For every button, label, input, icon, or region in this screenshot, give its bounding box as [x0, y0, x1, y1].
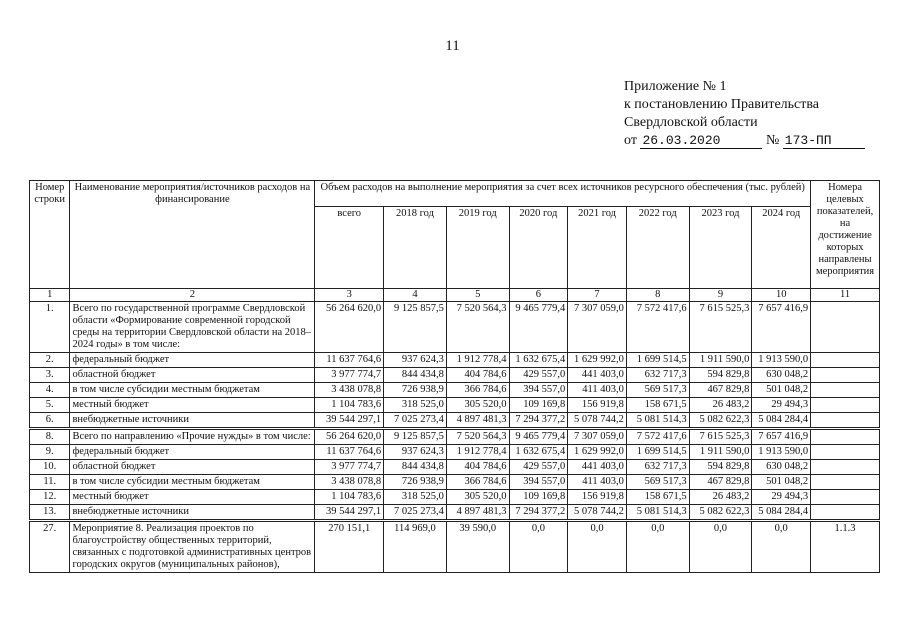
row-value: 429 557,0: [509, 368, 568, 383]
row-name: местный бюджет: [70, 398, 315, 413]
row-indicator: [811, 490, 880, 505]
table-row: [30, 368, 880, 383]
row-value: 394 557,0: [509, 383, 568, 398]
row-value: 4 897 481,3: [446, 413, 509, 429]
row-value: 844 434,8: [384, 460, 447, 475]
row-value: 7 520 564,3: [446, 429, 509, 445]
row-indicator: [811, 368, 880, 383]
row-value: 39 544 297,1: [315, 505, 384, 521]
row-value: 411 403,0: [568, 383, 627, 398]
resolution-number: 173-ПП: [783, 133, 865, 149]
row-number: 3.: [30, 368, 70, 383]
table-body: [30, 302, 880, 573]
row-value: 1 911 590,0: [689, 445, 752, 460]
appendix-resolution: к постановлению Правительства: [624, 97, 820, 112]
row-value: 0,0: [752, 521, 811, 573]
row-value: 441 403,0: [568, 368, 627, 383]
header-year: 2019 год: [446, 207, 509, 289]
funding-table: [29, 180, 880, 573]
row-indicator: [811, 302, 880, 353]
table-row: [30, 521, 880, 573]
column-index: 2: [70, 289, 315, 302]
row-value: 1 629 992,0: [568, 445, 627, 460]
row-value: 29 494,3: [752, 398, 811, 413]
table-row: [30, 398, 880, 413]
row-value: 1 632 675,4: [509, 353, 568, 368]
row-value: 1 911 590,0: [689, 353, 752, 368]
row-value: 1 913 590,0: [752, 353, 811, 368]
row-value: 0,0: [509, 521, 568, 573]
row-name: внебюджетные источники: [70, 505, 315, 521]
row-value: 7 657 416,9: [752, 302, 811, 353]
header-year: 2022 год: [626, 207, 689, 289]
row-value: 9 465 779,4: [509, 302, 568, 353]
header-row-number: Номер строки: [30, 181, 70, 289]
row-indicator: [811, 413, 880, 429]
row-value: 1 912 778,4: [446, 445, 509, 460]
row-name: федеральный бюджет: [70, 353, 315, 368]
column-index: 7: [568, 289, 627, 302]
row-value: 632 717,3: [626, 368, 689, 383]
row-number: 9.: [30, 445, 70, 460]
table-row: [30, 475, 880, 490]
row-value: 158 671,5: [626, 490, 689, 505]
row-indicator: [811, 398, 880, 413]
row-value: 56 264 620,0: [315, 302, 384, 353]
table-row: [30, 445, 880, 460]
row-number: 6.: [30, 413, 70, 429]
row-value: 11 637 764,6: [315, 353, 384, 368]
row-number: 10.: [30, 460, 70, 475]
row-indicator: [811, 429, 880, 445]
row-value: 0,0: [689, 521, 752, 573]
header-year: всего: [315, 207, 384, 289]
row-value: 270 151,1: [315, 521, 384, 573]
row-number: 8.: [30, 429, 70, 445]
header-year: 2021 год: [568, 207, 627, 289]
row-value: 7 025 273,4: [384, 505, 447, 521]
appendix-region: Свердловской области: [624, 115, 758, 130]
row-name: областной бюджет: [70, 460, 315, 475]
row-value: 305 520,0: [446, 398, 509, 413]
row-value: 7 307 059,0: [568, 302, 627, 353]
row-value: 937 624,3: [384, 445, 447, 460]
row-value: 3 438 078,8: [315, 475, 384, 490]
row-value: 366 784,6: [446, 475, 509, 490]
table-row: [30, 353, 880, 368]
row-number: 13.: [30, 505, 70, 521]
row-value: 1 699 514,5: [626, 353, 689, 368]
row-value: 26 483,2: [689, 490, 752, 505]
column-index: 6: [509, 289, 568, 302]
appendix-date-line: [624, 132, 865, 150]
header-year: 2023 год: [689, 207, 752, 289]
row-value: 1 912 778,4: [446, 353, 509, 368]
row-number: 2.: [30, 353, 70, 368]
row-value: 937 624,3: [384, 353, 447, 368]
row-value: 39 544 297,1: [315, 413, 384, 429]
row-name: Всего по направлению «Прочие нужды» в том числе:: [70, 429, 315, 445]
row-value: 404 784,6: [446, 368, 509, 383]
row-value: 844 434,8: [384, 368, 447, 383]
row-indicator: 1.1.3: [811, 521, 880, 573]
row-number: 1.: [30, 302, 70, 353]
row-number: 4.: [30, 383, 70, 398]
row-value: 1 104 783,6: [315, 490, 384, 505]
row-value: 39 590,0: [446, 521, 509, 573]
row-value: 7 657 416,9: [752, 429, 811, 445]
from-label: от: [624, 133, 637, 148]
row-value: 7 520 564,3: [446, 302, 509, 353]
table-row: [30, 302, 880, 353]
page-number: 11: [445, 38, 460, 54]
row-value: 7 615 525,3: [689, 302, 752, 353]
row-value: 9 125 857,5: [384, 302, 447, 353]
row-value: 158 671,5: [626, 398, 689, 413]
column-index: 4: [384, 289, 447, 302]
column-index: 9: [689, 289, 752, 302]
table-row: [30, 505, 880, 521]
row-value: 9 125 857,5: [384, 429, 447, 445]
row-value: 5 078 744,2: [568, 505, 627, 521]
header-volume: Объем расходов на выполнение мероприятия за счет всех источников ресурсного обеспечения (тыс. рублей): [315, 181, 811, 207]
row-value: 109 169,8: [509, 490, 568, 505]
row-value: 7 294 377,2: [509, 505, 568, 521]
row-value: 7 025 273,4: [384, 413, 447, 429]
row-value: 156 919,8: [568, 398, 627, 413]
column-index: 5: [446, 289, 509, 302]
row-value: 594 829,8: [689, 460, 752, 475]
row-value: 1 913 590,0: [752, 445, 811, 460]
header-year: 2024 год: [752, 207, 811, 289]
column-index: 1: [30, 289, 70, 302]
appendix-header: [624, 78, 865, 150]
row-value: 569 517,3: [626, 383, 689, 398]
row-value: 441 403,0: [568, 460, 627, 475]
row-value: 5 082 622,3: [689, 505, 752, 521]
row-value: 7 572 417,6: [626, 302, 689, 353]
row-name: областной бюджет: [70, 368, 315, 383]
row-name: федеральный бюджет: [70, 445, 315, 460]
row-value: 7 615 525,3: [689, 429, 752, 445]
row-value: 630 048,2: [752, 368, 811, 383]
row-number: 12.: [30, 490, 70, 505]
row-value: 394 557,0: [509, 475, 568, 490]
row-value: 3 438 078,8: [315, 383, 384, 398]
row-value: 114 969,0: [384, 521, 447, 573]
row-indicator: [811, 475, 880, 490]
row-value: 630 048,2: [752, 460, 811, 475]
table-row: [30, 413, 880, 429]
row-value: 5 078 744,2: [568, 413, 627, 429]
row-value: 411 403,0: [568, 475, 627, 490]
row-value: 7 572 417,6: [626, 429, 689, 445]
number-label: №: [765, 133, 780, 148]
row-value: 1 699 514,5: [626, 445, 689, 460]
row-indicator: [811, 460, 880, 475]
header-indicators: Номера целевых показателей, на достижение которых направлены мероприятия: [811, 181, 880, 289]
row-value: 26 483,2: [689, 398, 752, 413]
row-value: 7 294 377,2: [509, 413, 568, 429]
table-row: [30, 429, 880, 445]
row-value: 1 632 675,4: [509, 445, 568, 460]
row-value: 3 977 774,7: [315, 460, 384, 475]
row-name: Всего по государственной программе Свердловской области «Формирование современной городской среды на территории Свердловской области на 2018–2024 годы» в том числе:: [70, 302, 315, 353]
row-value: 0,0: [568, 521, 627, 573]
row-value: 5 081 514,3: [626, 505, 689, 521]
row-name: Мероприятие 8. Реализация проектов по благоустройству общественных территорий, связанных с подготовкой административных центров городских округов (муниципальных районов),: [70, 521, 315, 573]
row-value: 5 084 284,4: [752, 505, 811, 521]
row-indicator: [811, 353, 880, 368]
table-row: [30, 460, 880, 475]
row-value: 29 494,3: [752, 490, 811, 505]
row-value: 467 829,8: [689, 383, 752, 398]
row-value: 569 517,3: [626, 475, 689, 490]
header-year: 2020 год: [509, 207, 568, 289]
row-value: 7 307 059,0: [568, 429, 627, 445]
row-value: 3 977 774,7: [315, 368, 384, 383]
row-value: 305 520,0: [446, 490, 509, 505]
row-value: 5 082 622,3: [689, 413, 752, 429]
row-value: 1 629 992,0: [568, 353, 627, 368]
resolution-date: 26.03.2020: [640, 133, 762, 149]
row-value: 0,0: [626, 521, 689, 573]
row-value: 632 717,3: [626, 460, 689, 475]
row-value: 318 525,0: [384, 490, 447, 505]
row-value: 501 048,2: [752, 383, 811, 398]
table-row: [30, 383, 880, 398]
row-number: 5.: [30, 398, 70, 413]
row-name: внебюджетные источники: [70, 413, 315, 429]
header-year: 2018 год: [384, 207, 447, 289]
row-name: в том числе субсидии местным бюджетам: [70, 475, 315, 490]
row-value: 501 048,2: [752, 475, 811, 490]
row-value: 318 525,0: [384, 398, 447, 413]
row-value: 1 104 783,6: [315, 398, 384, 413]
row-value: 467 829,8: [689, 475, 752, 490]
row-value: 5 081 514,3: [626, 413, 689, 429]
row-value: 594 829,8: [689, 368, 752, 383]
column-index-row: [30, 289, 880, 302]
row-value: 726 938,9: [384, 475, 447, 490]
row-value: 11 637 764,6: [315, 445, 384, 460]
row-indicator: [811, 505, 880, 521]
column-index: 8: [626, 289, 689, 302]
row-name: местный бюджет: [70, 490, 315, 505]
row-value: 404 784,6: [446, 460, 509, 475]
column-index: 10: [752, 289, 811, 302]
column-index: 11: [811, 289, 880, 302]
column-index: 3: [315, 289, 384, 302]
row-value: 109 169,8: [509, 398, 568, 413]
row-number: 27.: [30, 521, 70, 573]
row-value: 56 264 620,0: [315, 429, 384, 445]
row-number: 11.: [30, 475, 70, 490]
appendix-title: Приложение № 1: [624, 79, 727, 94]
row-value: 366 784,6: [446, 383, 509, 398]
row-value: 429 557,0: [509, 460, 568, 475]
row-indicator: [811, 383, 880, 398]
row-indicator: [811, 445, 880, 460]
table-row: [30, 490, 880, 505]
row-value: 5 084 284,4: [752, 413, 811, 429]
row-value: 156 919,8: [568, 490, 627, 505]
row-value: 726 938,9: [384, 383, 447, 398]
row-value: 9 465 779,4: [509, 429, 568, 445]
row-name: в том числе субсидии местным бюджетам: [70, 383, 315, 398]
row-value: 4 897 481,3: [446, 505, 509, 521]
header-name: Наименование мероприятия/источников расходов на финансирование: [70, 181, 315, 289]
